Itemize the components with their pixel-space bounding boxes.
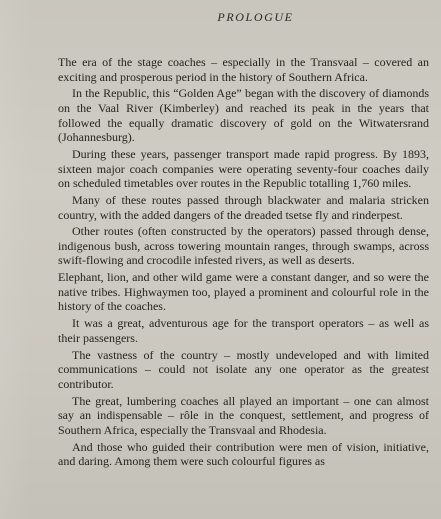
- paragraph-10: And those who guided their contribution were men of vision, initiative, and daring. Among them were such colourful figures as: [58, 439, 429, 469]
- paragraph-7: It was a great, adventurous age for the transport operators – as well as their passengers.: [58, 316, 429, 345]
- paragraph-1: The era of the stage coaches – especially in the Transvaal – covered an exciting and prosperous period in the history of Southern Africa.: [58, 55, 429, 84]
- prologue-text: [58, 55, 429, 469]
- paragraph-4: Many of these routes passed through blackwater and malaria stricken country, with the added dangers of the dreaded tsetse fly and rinderpest.: [58, 192, 429, 222]
- paragraph-5: Other routes (often constructed by the operators) passed through dense, indigenous bush, across towering mountain ranges, through swamps, across swift-flowing and crocodile infested rivers, as well as deserts.: [58, 224, 429, 268]
- paragraph-6: Elephant, lion, and other wild game were a constant danger, and so were the native tribes. Highwaymen too, played a prominent and colourful role in the history of the coaches.: [58, 270, 429, 314]
- paragraph-3: During these years, passenger transport made rapid progress. By 1893, sixteen major coach companies were operating seventy-four coaches daily on scheduled timetables over routes in the Republic totalling 1,760 miles.: [58, 146, 429, 191]
- page-heading: PROLOGUE: [217, 10, 294, 24]
- paragraph-9: The great, lumbering coaches all played an important – one can almost say an indispensable – rôle in the conquest, settlement, and progress of Southern Africa, especially the Transvaal and Rhodesia.: [58, 393, 429, 437]
- paragraph-8: The vastness of the country – mostly undeveloped and with limited communications – could not isolate any one operator as the greatest contributor.: [58, 347, 429, 391]
- paragraph-2: In the Republic, this “Golden Age” began with the discovery of diamonds on the Vaal River (Kimberley) and reached its peak in the years that followed the equally dramatic discovery of gold on the Witwatersrand (Johannesburg).: [58, 86, 429, 145]
